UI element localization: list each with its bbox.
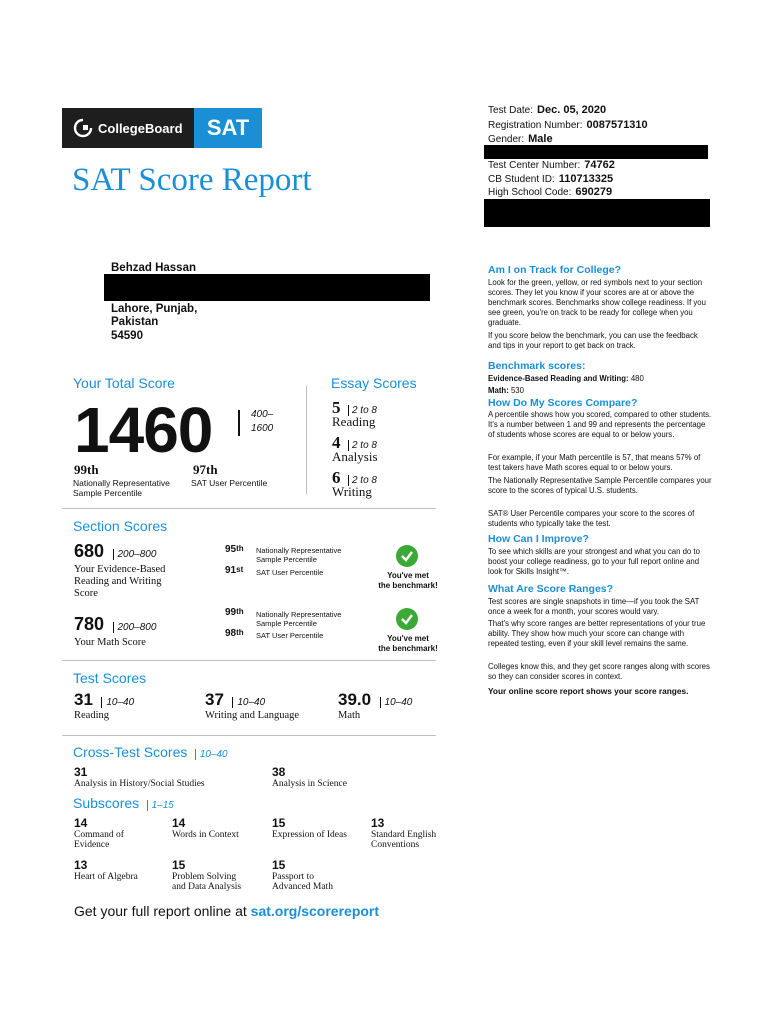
hs-code-row: High School Code: 690279	[488, 186, 613, 198]
ranges-paragraph-2: That's why score ranges are better representations of your true ability. They show how much your score can change with repeated testing, even if your skill level remains the same.	[488, 619, 706, 648]
user-percentile: 97th	[193, 462, 218, 477]
total-range-low: 400–	[251, 409, 274, 420]
address-zip: 54590	[111, 330, 143, 342]
acorn-icon	[72, 117, 94, 139]
erw-nat-label: Nationally Representative Sample Percentile	[256, 546, 342, 564]
cross-test-science: 38 Analysis in Science	[272, 765, 347, 789]
math-nat-percentile: 99th	[225, 607, 244, 618]
test-center-row: Test Center Number: 74762	[488, 159, 615, 171]
collegeboard-logo	[62, 108, 194, 148]
compare-paragraph-3: The Nationally Representative Sample Percentile compares your score to the scores of typical U.S. students.	[488, 476, 712, 495]
check-icon	[396, 608, 418, 630]
subscore-item: 15 Passport to Advanced Math	[272, 858, 333, 892]
divider	[62, 508, 436, 509]
test-score-writing: 37 10–40 Writing and Language	[205, 690, 300, 721]
user-percentile-label: SAT User Percentile	[191, 478, 268, 488]
ranges-paragraph-3: Colleges know this, and they get score ranges along with scores so they can consider scores in context.	[488, 662, 710, 681]
erw-user-percentile: 91st	[225, 565, 244, 576]
math-user-label: SAT User Percentile	[256, 631, 324, 640]
improve-paragraph: To see which skills are your strongest and what you can do to boost your college readiness, go to your full report online and look for Skills Insight™.	[488, 547, 700, 576]
benchmark-met: You've met the benchmark!	[378, 634, 438, 653]
subscore-item: 15 Expression of Ideas	[272, 816, 347, 840]
compare-paragraph-4: SAT® User Percentile compares your score to the scores of students who typically take the test.	[488, 509, 695, 528]
erw-nat-percentile: 95th	[225, 544, 244, 555]
address-country: Pakistan	[111, 316, 159, 328]
divider	[238, 410, 240, 436]
math-nat-label: Nationally Representative Sample Percentile	[256, 610, 342, 628]
ranges-note: Your online score report shows your score ranges.	[488, 686, 689, 696]
benchmark-met: You've met the benchmark!	[378, 571, 438, 590]
subscore-item: 15 Problem Solving and Data Analysis	[172, 858, 242, 892]
nat-percentile-label: Nationally Representative Sample Percentile	[73, 478, 170, 498]
essay-writing: 6 2 to 8 Writing	[332, 468, 377, 499]
benchmark-math: Math: 530	[488, 386, 524, 395]
test-date-row: Test Date: Dec. 05, 2020	[488, 104, 607, 116]
track-paragraph-2: If you score below the benchmark, you can use the feedback and tips in your report to get back on track.	[488, 331, 698, 350]
compare-paragraph: A percentile shows how you scored, compared to other students. It's a number between 1 and 99 and represents the percentage of students whose scores are equal to or below yours.	[488, 410, 712, 439]
subscore-item: 14 Command of Evidence	[74, 816, 124, 850]
improve-heading: How Can I Improve?	[488, 533, 589, 545]
redaction-bar	[484, 145, 708, 159]
subscore-item: 13 Heart of Algebra	[74, 858, 138, 882]
ranges-heading: What Are Score Ranges?	[488, 583, 614, 595]
registration-row: Registration Number: 0087571310	[488, 119, 648, 131]
math-user-percentile: 98th	[225, 628, 244, 639]
footer-text: Get your full report online at sat.org/scorereport	[74, 903, 380, 919]
redaction-bar	[484, 199, 710, 227]
check-icon	[396, 545, 418, 567]
total-score-heading: Your Total Score	[73, 375, 175, 391]
redaction-bar	[104, 274, 430, 301]
divider	[62, 735, 436, 736]
benchmark-erw: Evidence-Based Reading and Writing: 480	[488, 374, 644, 383]
section-score-erw: 680 200–800 Your Evidence-Based Reading and Writing Score	[74, 541, 166, 599]
nat-percentile: 99th	[74, 462, 99, 477]
section-score-math: 780 200–800 Your Math Score	[74, 614, 157, 648]
test-score-reading: 31 10–40 Reading	[74, 690, 135, 721]
test-scores-heading: Test Scores	[73, 670, 147, 686]
divider	[306, 386, 307, 494]
student-name: Behzad Hassan	[111, 262, 197, 274]
cross-test-heading: Cross-Test Scores 10–40	[73, 744, 228, 760]
essay-reading: 5 2 to 8 Reading	[332, 398, 377, 429]
score-report-link[interactable]: sat.org/scorereport	[250, 903, 380, 919]
cb-student-id-row: CB Student ID: 110713325	[488, 173, 614, 185]
address-city: Lahore, Punjab,	[111, 303, 198, 315]
essay-scores-heading: Essay Scores	[331, 375, 417, 391]
subscore-item: 14 Words in Context	[172, 816, 239, 840]
track-heading: Am I on Track for College?	[488, 264, 622, 276]
essay-analysis: 4 2 to 8 Analysis	[332, 433, 378, 464]
sat-logo: SAT	[194, 108, 262, 148]
section-scores-heading: Section Scores	[73, 518, 168, 534]
erw-user-label: SAT User Percentile	[256, 568, 324, 577]
subscores-heading: Subscores 1–15	[73, 795, 174, 811]
collegeboard-wordmark: CollegeBoard	[98, 120, 183, 136]
test-score-math: 39.0 10–40 Math	[338, 690, 413, 721]
benchmark-heading: Benchmark scores:	[488, 360, 586, 372]
subscore-item: 13 Standard English Conventions	[371, 816, 437, 850]
ranges-paragraph: Test scores are single snapshots in time—if you took the SAT once a week for a month, your scores would vary.	[488, 597, 700, 616]
gender-row: Gender: Male	[488, 133, 553, 145]
cross-test-history: 31 Analysis in History/Social Studies	[74, 765, 205, 789]
compare-heading: How Do My Scores Compare?	[488, 397, 638, 409]
divider	[62, 660, 436, 661]
page-title: SAT Score Report	[72, 162, 312, 198]
total-range-high: 1600	[251, 423, 274, 434]
total-score: 1460	[74, 394, 213, 466]
compare-paragraph-2: For example, if your Math percentile is 57, that means 57% of test takers have Math scores equal to or below yours.	[488, 453, 701, 472]
track-paragraph: Look for the green, yellow, or red symbols next to your section scores. They let you know if your scores are at or above the benchmark scores. Benchmarks show college readiness. If you see green, you're on track to be ready for college when you graduate.	[488, 278, 706, 327]
